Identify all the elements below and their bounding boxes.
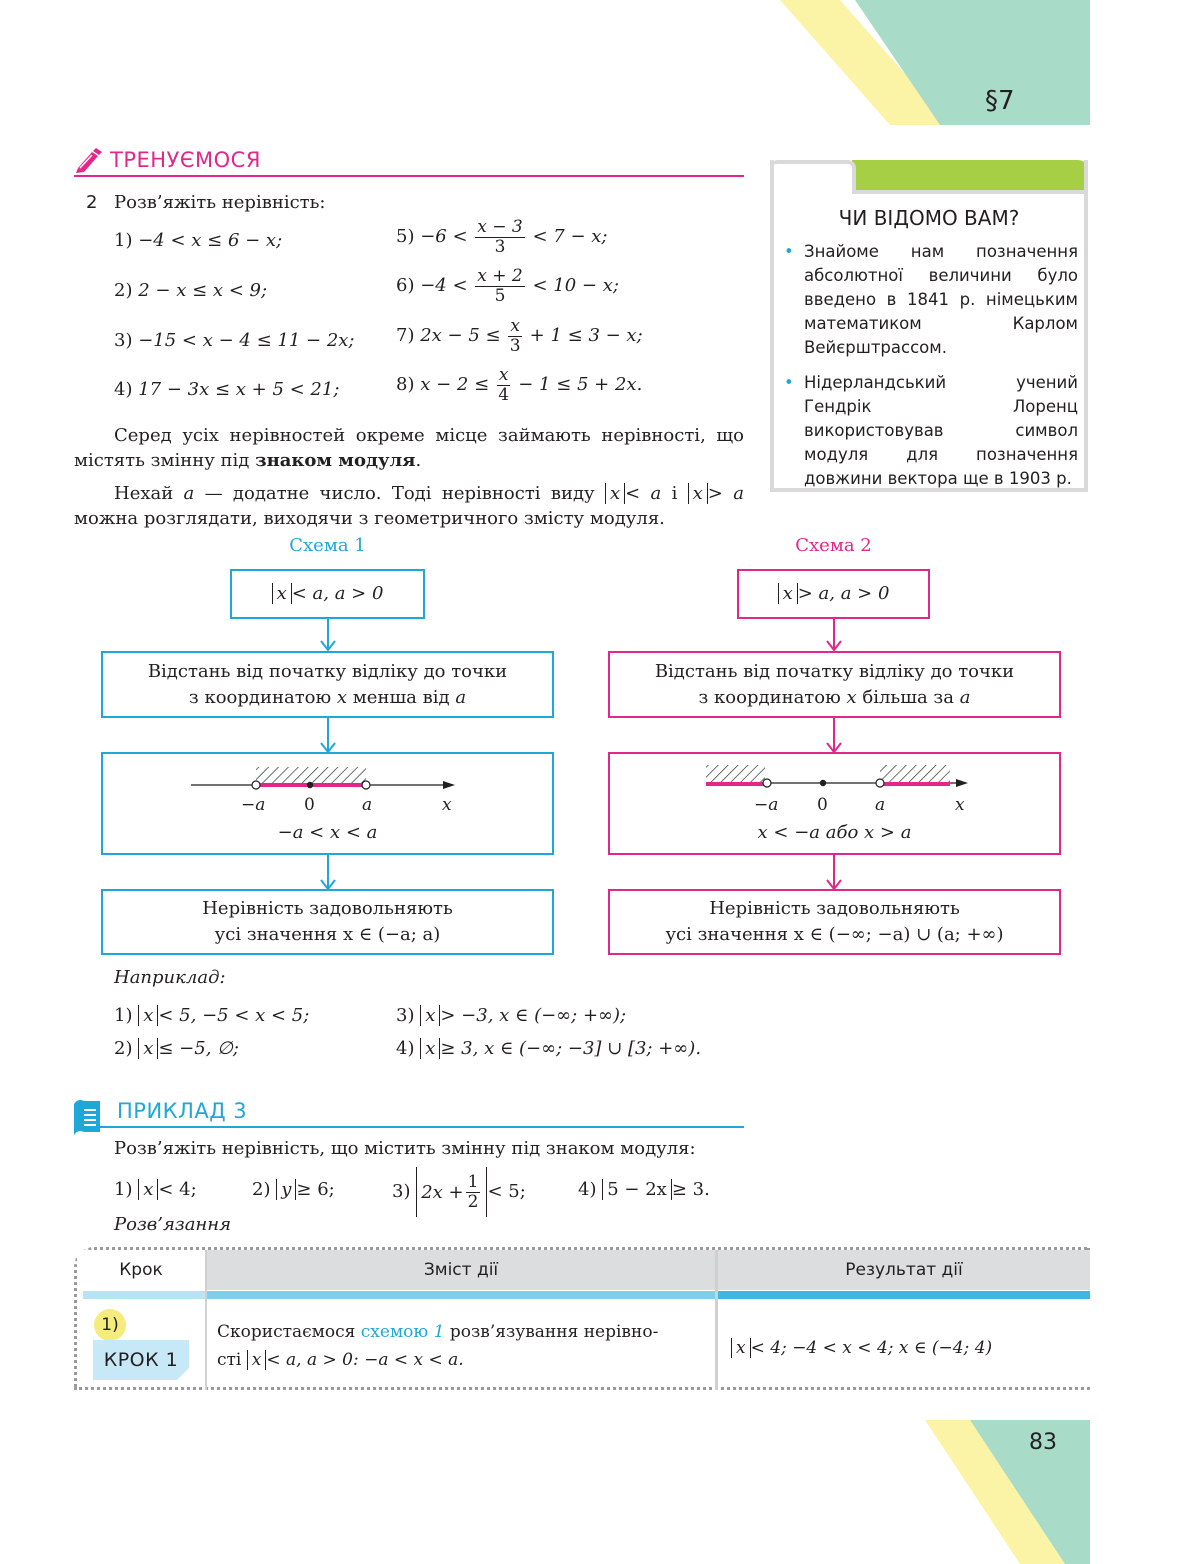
fraction: [475, 267, 524, 305]
condition-text: [272, 581, 384, 607]
result-math: < 4; −4 < x < 4; x ∈ (−4; 4): [750, 1338, 993, 1358]
hatched-region-right: [880, 765, 950, 784]
conclusion-text: [665, 896, 1003, 948]
example3-prompt: Розв’яжіть нерівність, що містить змінну під знаком модуля:: [114, 1138, 696, 1159]
intro-and: і: [671, 483, 678, 504]
fraction-denominator: 3: [494, 236, 506, 257]
sidebar-title: ЧИ ВІДОМО ВАМ?: [838, 206, 1020, 230]
abs-value: x: [138, 1038, 158, 1059]
condition-text: [778, 581, 890, 607]
abs-value: y: [276, 1179, 296, 1200]
item-label: 1): [114, 230, 133, 251]
item-label: 1): [114, 1179, 133, 1200]
text-b: більша за: [862, 686, 954, 708]
bullet-dot: •: [784, 373, 794, 392]
condition-rest: > a, a > 0: [797, 583, 890, 604]
scheme2-result: x < −a або x > a: [757, 822, 912, 843]
examples-title: Наприклад:: [114, 967, 226, 988]
intro-var: a: [183, 483, 195, 504]
abs-value: x: [138, 1179, 158, 1200]
column-divider-2: [715, 1250, 718, 1390]
solution-label: Розв’язання: [114, 1214, 232, 1235]
axis-label-zero: 0: [304, 795, 315, 815]
corner-decoration-top: [780, 0, 1090, 125]
header-label: Результат дії: [845, 1260, 963, 1280]
conclusion-line-2: усі значення x ∈ (−a; a): [214, 924, 441, 945]
axis-label-x: x: [442, 795, 452, 815]
item-label: 2): [114, 280, 133, 301]
example-4: [396, 1038, 701, 1059]
pencil-icon: [74, 146, 104, 174]
abs-value: 5 − 2x: [602, 1179, 672, 1200]
abs-value: x: [272, 583, 292, 604]
item-label: 4): [114, 379, 133, 400]
item-rest: < 4;: [158, 1179, 197, 1200]
item-text: −15 < x − 4 ≤ 11 − 2x;: [138, 330, 355, 351]
example3-item-2: [252, 1179, 335, 1200]
fraction-numerator: x − 3: [477, 217, 523, 237]
exercise-item-3: [114, 330, 354, 351]
intro-end: .: [415, 450, 422, 471]
fraction: [508, 317, 522, 355]
var-a: a: [455, 686, 467, 708]
axis-label-a: a: [362, 795, 373, 815]
fraction: [497, 366, 511, 404]
exercise-prompt: Розв’яжіть нерівність:: [114, 192, 326, 213]
corner-shape-top: [780, 0, 1090, 125]
exercise-number: 2: [86, 192, 98, 213]
abs-value: x: [731, 1338, 751, 1358]
example-rest: > −3, x ∈ (−∞; +∞);: [440, 1005, 627, 1026]
content-math: < a, a > 0: −a < x < a.: [266, 1350, 464, 1370]
item-label: 8): [396, 374, 415, 396]
exercise-item-1: [114, 230, 282, 251]
exercise-item-5: [396, 218, 608, 256]
train-section-rule: [74, 175, 744, 177]
example3-rule: [100, 1126, 744, 1128]
var-a: a: [959, 686, 971, 708]
sidebar-top-line: [852, 190, 1088, 194]
exercise-item-6: [396, 267, 619, 305]
abs-value: x: [138, 1005, 158, 1026]
conclusion-line-1: Нерівність задовольняють: [202, 898, 453, 919]
bullet-text: Знайоме нам позначення абсолютної величини було введено в 1841 р. німецьким математиком Карлом Вейєрштрассом.: [804, 242, 1078, 357]
intro-text: — додатне число. Тоді нерівності виду: [204, 483, 595, 504]
content-text: розв’язування нерівно-: [449, 1322, 659, 1342]
example-rest: ≥ 3, x ∈ (−∞; −3] ∪ [3; +∞).: [440, 1038, 702, 1059]
step-content: [217, 1318, 707, 1374]
fraction-denominator: 5: [494, 285, 506, 306]
step-label-tag: [93, 1340, 189, 1380]
abs-value: x: [420, 1038, 440, 1059]
origin-point: [307, 782, 313, 788]
ineq-rest: < a: [625, 483, 662, 504]
hatched-region: [256, 767, 366, 784]
header-result: [718, 1250, 1090, 1290]
axis-label-minus-a: −a: [241, 795, 266, 815]
exercise-item-2: [114, 280, 267, 301]
example-1: [114, 1005, 309, 1026]
intro-text: Серед усіх нерівностей окреме місце займають нерівності, що містять змінну під: [74, 425, 744, 471]
abs-pre: 2x +: [421, 1181, 464, 1203]
did-you-know-box: [770, 160, 1088, 492]
example3-item-4: [578, 1179, 710, 1200]
item-rest: ≥ 6;: [296, 1179, 335, 1200]
item-rest: < 5;: [487, 1181, 526, 1202]
example-rest: ≤ −5, ∅;: [158, 1038, 239, 1059]
ineq-rest: > a: [707, 483, 744, 504]
axis-arrow: [956, 779, 968, 787]
header-underline-result: [718, 1291, 1090, 1299]
abs-value-fraction: [416, 1167, 487, 1217]
fraction-numerator: x + 2: [477, 266, 523, 286]
item-label: 3): [392, 1181, 411, 1202]
item-label: 5): [396, 226, 415, 248]
sidebar-bullet-2: [784, 371, 1078, 491]
abs-value: x: [247, 1350, 267, 1370]
abs-value: x: [420, 1005, 440, 1026]
axis-label-a: a: [875, 795, 886, 815]
exercise-item-4: [114, 379, 339, 400]
scheme1-title: Схема 1: [289, 535, 366, 556]
example-rest: < 5, −5 < x < 5;: [158, 1005, 310, 1026]
conclusion-line-1: Нерівність задовольняють: [709, 898, 960, 919]
item-post: + 1 ≤ 3 − x;: [529, 325, 643, 347]
axis-label-minus-a: −a: [754, 795, 779, 815]
header-label: Крок: [119, 1260, 163, 1280]
content-text: Скористаємося: [217, 1322, 356, 1342]
train-section-title: ТРЕНУЄМОСЯ: [110, 148, 261, 172]
example3-title: ПРИКЛАД 3: [117, 1099, 248, 1123]
header-underline-content: [207, 1291, 715, 1299]
header-label: Зміст дії: [423, 1260, 499, 1280]
intro-text: Нехай: [114, 483, 174, 504]
scheme-link[interactable]: схемою: [360, 1322, 429, 1342]
item-post: < 10 − x;: [532, 275, 619, 297]
axis-arrow: [443, 781, 455, 789]
content-line-2: [217, 1346, 707, 1374]
item-pre: −6 <: [420, 226, 468, 248]
text-a: з координатою: [188, 686, 332, 708]
scheme2-box-conclusion: [608, 889, 1061, 955]
abs-value: x: [605, 483, 625, 504]
corner-decoration-bottom: [925, 1420, 1090, 1564]
scheme1-box-condition: [230, 569, 425, 619]
header-step: [77, 1250, 205, 1290]
item-text: 17 − 3x ≤ x + 5 < 21;: [138, 379, 340, 400]
open-point-right: [876, 779, 884, 787]
fraction-denominator: 2: [467, 1191, 479, 1212]
scheme2-box-condition: [737, 569, 930, 619]
item-label: 2): [114, 1038, 133, 1059]
bullet-dot: •: [784, 242, 794, 261]
book-icon: [74, 1098, 100, 1136]
hatched-region-left: [706, 765, 765, 784]
var-x: x: [846, 686, 857, 708]
scheme1-box-conclusion: [101, 889, 554, 955]
header-underline-step: [83, 1291, 205, 1299]
item-label: 2): [252, 1179, 271, 1200]
item-label: 3): [396, 1005, 415, 1026]
page-number: 83: [1029, 1430, 1057, 1455]
var-x: x: [336, 686, 348, 708]
column-divider-1: [205, 1250, 207, 1390]
conclusion-line-2: усі значення x ∈ (−∞; −a) ∪ (a; +∞): [665, 924, 1004, 945]
intro-text: можна розглядати, виходячи з геометричного змісту модуля.: [74, 508, 665, 529]
intro-bold-term: знаком модуля: [255, 450, 416, 471]
item-post: < 7 − x;: [532, 226, 608, 248]
conclusion-text: [202, 896, 453, 948]
abs-value: x: [688, 483, 708, 504]
example-2: [114, 1038, 239, 1059]
fraction-denominator: 4: [498, 384, 510, 405]
exercise-item-8: [396, 366, 642, 404]
item-post: − 1 ≤ 5 + 2x.: [518, 374, 643, 396]
fraction: [475, 218, 524, 256]
item-label: 4): [396, 1038, 415, 1059]
axis-label-zero: 0: [817, 795, 828, 815]
item-rest: ≥ 3.: [671, 1179, 710, 1200]
step-label: КРОК 1: [103, 1349, 179, 1371]
section-mark: §7: [985, 86, 1015, 116]
step-number-badge: 1): [94, 1309, 126, 1341]
item-text: 2 − x ≤ x < 9;: [138, 280, 268, 301]
example-3: [396, 1005, 626, 1026]
fraction-numerator: x: [498, 365, 509, 385]
exercise-item-7: [396, 317, 643, 355]
abs-value: x: [778, 583, 798, 604]
bullet-text: Нідерландський учений Гендрік Лоренц використовував символ модуля для позначення довжини вектора ще в 1903 р.: [804, 373, 1078, 488]
axis-label-x: x: [955, 795, 965, 815]
item-pre: 2x − 5 ≤: [420, 325, 501, 347]
sidebar-bullet-1: [784, 240, 1078, 360]
condition-rest: < a, a > 0: [291, 583, 384, 604]
fraction: [466, 1173, 481, 1211]
item-label: 3): [114, 330, 133, 351]
item-label: 6): [396, 275, 415, 297]
intro-paragraph-2: [74, 481, 744, 531]
item-pre: x − 2 ≤: [420, 374, 490, 396]
content-line-1: [217, 1318, 707, 1346]
item-label: 7): [396, 325, 415, 347]
open-point-left: [763, 779, 771, 787]
item-label: 1): [114, 1005, 133, 1026]
step-result: [731, 1338, 992, 1358]
scheme1-arrows: [318, 619, 338, 889]
scheme2-arrows: [824, 619, 844, 889]
example3-item-3: [392, 1167, 526, 1217]
text-a: з координатою: [698, 686, 841, 708]
item-text: −4 < x ≤ 6 − x;: [138, 230, 283, 251]
distance-line-1: Відстань від початку відліку до точки: [147, 660, 508, 682]
scheme-link-number[interactable]: 1: [433, 1322, 445, 1342]
intro-paragraph-1: [74, 423, 744, 473]
scheme2-title: Схема 2: [795, 535, 872, 556]
distance-line-1: Відстань від початку відліку до точки: [654, 660, 1015, 682]
scheme1-result: −a < x < a: [277, 822, 378, 843]
sidebar-tab-frame: [770, 160, 856, 194]
open-point-left: [252, 781, 260, 789]
fraction-numerator: x: [510, 316, 520, 336]
corner-shape-bottom: [925, 1420, 1090, 1564]
item-label: 4): [578, 1179, 597, 1200]
fraction-denominator: 3: [509, 335, 521, 356]
steps-table: [74, 1247, 1090, 1390]
example3-item-1: [114, 1179, 197, 1200]
header-content: [207, 1250, 715, 1290]
table-header-row: [77, 1250, 1090, 1290]
content-text: сті: [217, 1350, 242, 1370]
open-point-right: [362, 781, 370, 789]
text-b: менша від: [352, 686, 450, 708]
item-pre: −4 <: [420, 275, 468, 297]
fraction-numerator: 1: [467, 1171, 479, 1192]
